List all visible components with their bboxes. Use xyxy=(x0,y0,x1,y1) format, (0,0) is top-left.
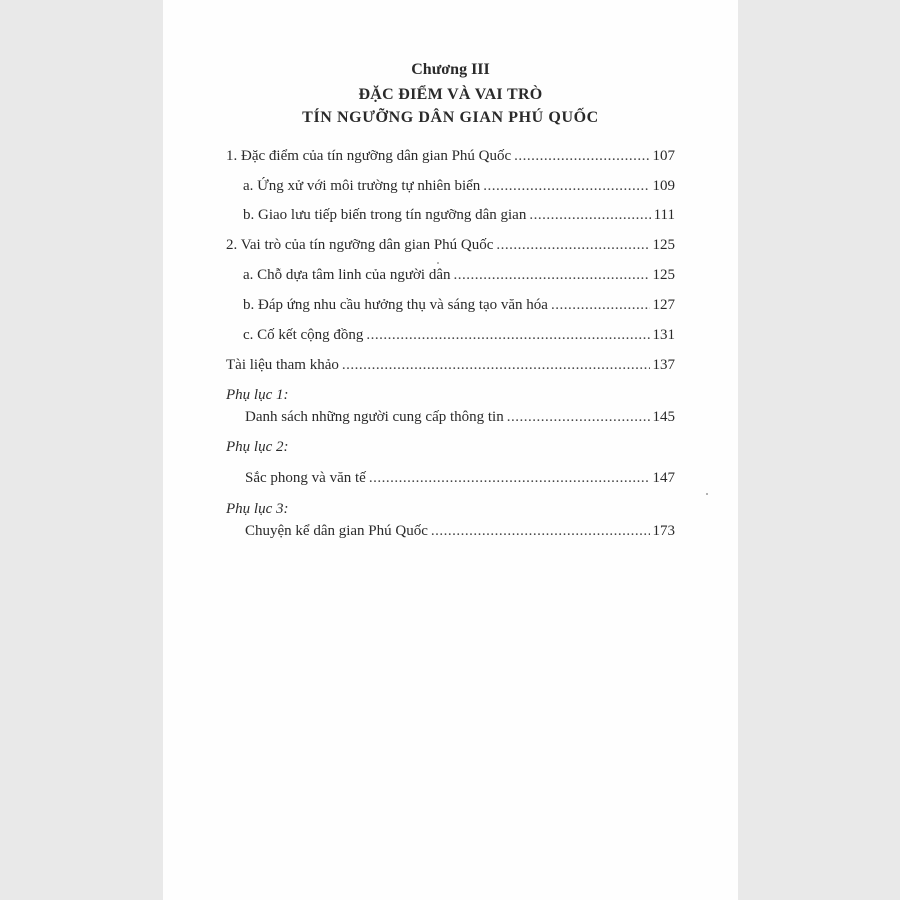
dot-leader xyxy=(551,295,650,315)
toc-entry-page: 109 xyxy=(652,178,675,194)
paper-speck xyxy=(706,493,708,495)
toc-entry-page: 125 xyxy=(652,237,675,253)
toc-entry xyxy=(243,176,675,196)
chapter-title-line-2: TÍN NGƯỠNG DÂN GIAN PHÚ QUỐC xyxy=(302,109,599,126)
appendix-entry-label: Chuyện kể dân gian Phú Quốc xyxy=(245,523,428,539)
toc-entry xyxy=(243,265,675,285)
toc-entry xyxy=(243,205,675,225)
appendix-entry-page: 145 xyxy=(652,409,675,425)
toc-entry-label: b. Giao lưu tiếp biến trong tín ngưỡng dân gian xyxy=(243,207,527,223)
toc-entry-label: Tài liệu tham khảo xyxy=(226,357,339,373)
appendix-entry-page: 147 xyxy=(652,470,675,486)
toc-entry-page: 127 xyxy=(652,297,675,313)
appendix-heading: Phụ lục 1: xyxy=(226,387,289,403)
toc-entry xyxy=(226,355,675,375)
appendix-entry-label: Danh sách những người cung cấp thông tin xyxy=(245,409,504,425)
chapter-title-line-1: ĐẶC ĐIỂM VÀ VAI TRÒ xyxy=(358,86,543,103)
appendix-entry xyxy=(245,468,675,488)
toc-entry-label: a. Ứng xử với môi trường tự nhiên biển xyxy=(243,178,481,194)
appendix-entry xyxy=(245,407,675,427)
toc-entry-label: b. Đáp ứng nhu cầu hưởng thụ và sáng tạo văn hóa xyxy=(243,297,548,313)
toc-entry xyxy=(243,295,675,315)
book-page xyxy=(163,0,738,900)
chapter-number: Chương III xyxy=(411,61,490,78)
toc-entry-page: 111 xyxy=(653,207,675,223)
appendix-entry-page: 173 xyxy=(652,523,675,539)
dot-leader xyxy=(514,146,649,166)
toc-entry-label: c. Cố kết cộng đồng xyxy=(243,327,364,343)
dot-leader xyxy=(453,265,649,285)
toc-entry-page: 131 xyxy=(652,327,675,343)
dot-leader xyxy=(366,325,649,345)
appendix-entry xyxy=(245,521,675,541)
toc-entry xyxy=(226,235,675,255)
toc-entry-label: 1. Đặc điểm của tín ngưỡng dân gian Phú Quốc xyxy=(226,148,512,164)
toc-entry xyxy=(226,146,675,166)
appendix-heading: Phụ lục 2: xyxy=(226,439,289,455)
dot-leader xyxy=(431,521,650,541)
toc-entry-page: 107 xyxy=(652,148,675,164)
toc-entry-label: a. Chỗ dựa tâm linh của người dân xyxy=(243,267,451,283)
toc-entry-label: 2. Vai trò của tín ngưỡng dân gian Phú Quốc xyxy=(226,237,494,253)
paper-speck xyxy=(437,262,439,264)
appendix-heading: Phụ lục 3: xyxy=(226,501,289,517)
toc-entry xyxy=(243,325,675,345)
appendix-entry-label: Sắc phong và văn tế xyxy=(245,470,366,486)
dot-leader xyxy=(483,176,649,196)
dot-leader xyxy=(496,235,649,255)
toc-entry-page: 125 xyxy=(652,267,675,283)
dot-leader xyxy=(342,355,650,375)
dot-leader xyxy=(369,468,650,488)
toc-entry-page: 137 xyxy=(652,357,675,373)
dot-leader xyxy=(507,407,650,427)
dot-leader xyxy=(529,205,650,225)
